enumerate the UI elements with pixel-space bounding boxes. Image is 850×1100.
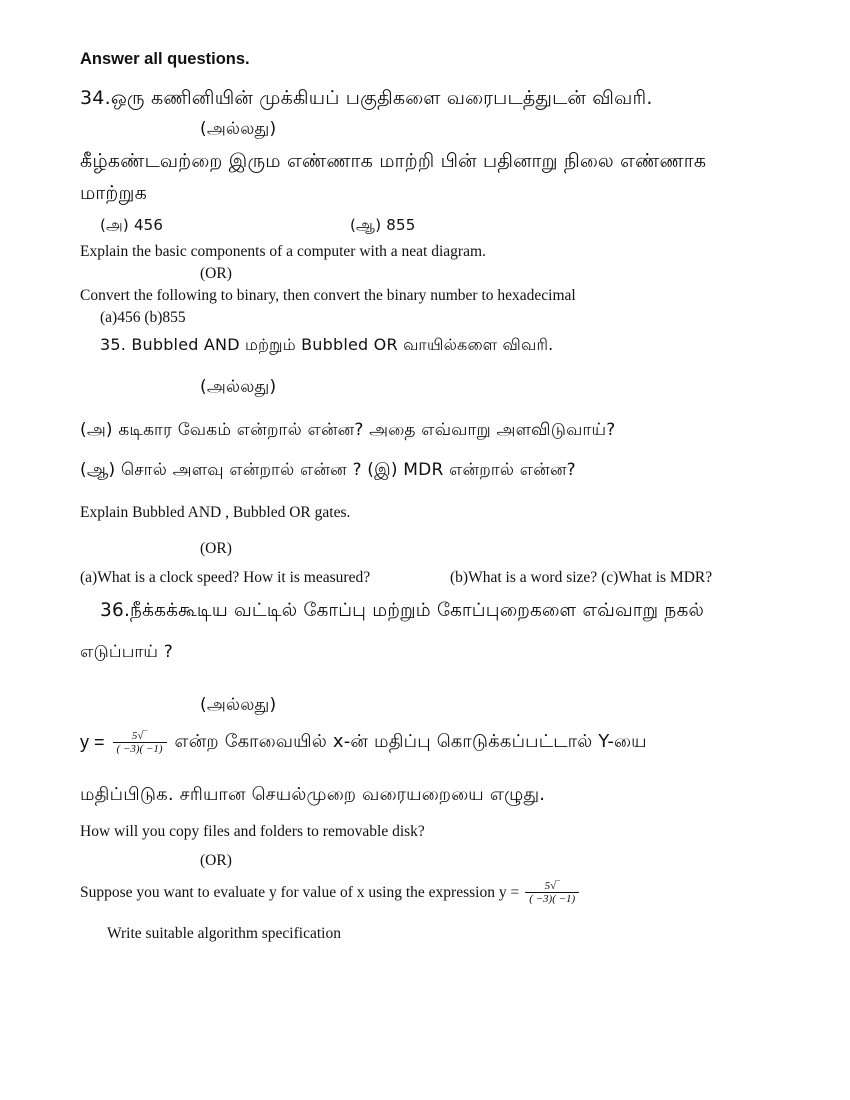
q36-tamil-question-line2: எடுப்பாய் ? bbox=[80, 642, 174, 662]
expression-fraction bbox=[113, 730, 167, 755]
q36-english-question: How will you copy files and folders to removable disk? bbox=[80, 823, 425, 840]
q35-tamil-or: (அல்லது) bbox=[200, 377, 277, 397]
q36-tamil-algorithm-line: மதிப்பிடுக. சரியான செயல்முறை வரையறையை எழுது. bbox=[80, 784, 546, 805]
q34-tamil-question: 34.ஒரு கணினியின் முக்கியப் பகுதிகளை வரைபடத்துடன் விவரி. bbox=[80, 87, 653, 109]
q36-tamil-expression-text: என்ற கோவையில் x-ன் மதிப்பு கொடுக்கப்பட்டால் Y-யை bbox=[174, 731, 647, 753]
q36-tamil-question-line1: 36.நீக்கக்கூடிய வட்டில் கோப்பு மற்றும் கோப்புறைகளை எவ்வாறு நகல் bbox=[100, 600, 705, 621]
q36-english-algorithm: Write suitable algorithm specification bbox=[107, 925, 341, 942]
q35-english-part-a: (a)What is a clock speed? How it is measured? bbox=[80, 569, 371, 586]
q34-tamil-option-b: (ஆ) 855 bbox=[350, 216, 416, 234]
q35-tamil-question: 35. Bubbled AND மற்றும் Bubbled OR வாயில்களை விவரி. bbox=[100, 335, 554, 354]
fraction-numerator: 5√‾ bbox=[113, 730, 167, 743]
q36-english-or: (OR) bbox=[200, 852, 232, 869]
q34-tamil-convert-line1: கீழ்கண்டவற்றை இரும எண்ணாக மாற்றி பின் பதினாறு நிலை எண்ணாக bbox=[80, 150, 707, 172]
expression-fraction-english bbox=[525, 880, 579, 905]
q36-tamil-or: (அல்லது) bbox=[200, 695, 277, 715]
q35-english-or: (OR) bbox=[200, 540, 232, 557]
q36-tamil-expression-line bbox=[80, 730, 647, 755]
q34-english-options: (a)456 (b)855 bbox=[100, 309, 186, 326]
q34-english-question: Explain the basic components of a computer with a neat diagram. bbox=[80, 243, 486, 260]
y-equals-label: y = bbox=[80, 732, 105, 753]
q36-english-expression-line bbox=[80, 880, 581, 905]
q36-english-suppose: Suppose you want to evaluate y for value of x using the expression y = bbox=[80, 883, 520, 901]
q34-tamil-option-a: (அ) 456 bbox=[100, 216, 164, 234]
q34-tamil-convert-line2: மாற்றுக bbox=[80, 182, 147, 204]
q34-english-or: (OR) bbox=[200, 265, 232, 282]
q35-tamil-part-a: (அ) கடிகார வேகம் என்றால் என்ன? அதை எவ்வாறு அளவிடுவாய்? bbox=[80, 420, 616, 440]
fraction-denominator: ( −3)( −1) bbox=[116, 743, 163, 756]
q35-english-question: Explain Bubbled AND , Bubbled OR gates. bbox=[80, 504, 351, 521]
fraction-denominator-english: ( −3)( −1) bbox=[529, 893, 576, 906]
q34-tamil-or: (அல்லது) bbox=[200, 119, 277, 139]
q34-english-convert: Convert the following to binary, then convert the binary number to hexadecimal bbox=[80, 287, 576, 304]
exam-heading: Answer all questions. bbox=[80, 50, 250, 68]
fraction-numerator-english: 5√‾ bbox=[525, 880, 579, 893]
q35-english-part-bc: (b)What is a word size? (c)What is MDR? bbox=[450, 569, 713, 586]
q35-tamil-part-bc: (ஆ) சொல் அளவு என்றால் என்ன ? (இ) MDR என்றால் என்ன? bbox=[80, 460, 576, 480]
